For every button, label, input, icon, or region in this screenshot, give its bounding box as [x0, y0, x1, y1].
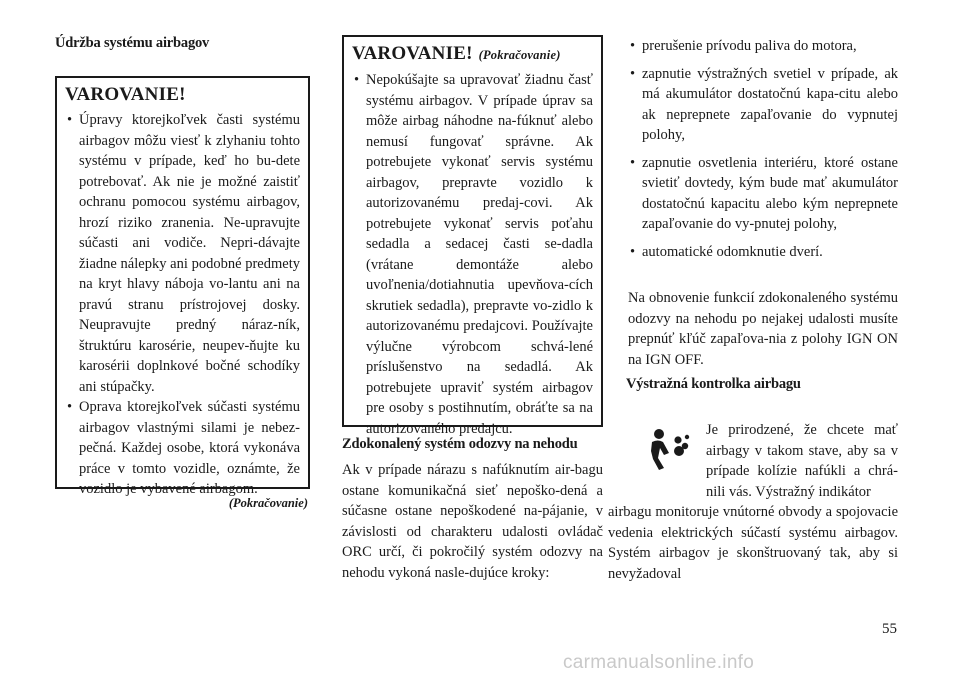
page-number: 55	[882, 621, 897, 637]
body-paragraph-indented: Je prirodzené, že chcete mať airbagy v takom stave, aby sa v prípade kolízie nafúkli a chrá-nili vás. Výstražný indikátor	[706, 422, 898, 500]
warning-box	[55, 76, 310, 497]
list-item: • zapnutie osvetlenia interiéru, ktoré ostane svietiť dovtedy, kým bude mať akumulátor dostatočnú kapacitu alebo kým neprepnete zapaľovanie do vy-pnutej polohy,	[628, 153, 898, 235]
list-item: • zapnutie výstražných svetiel v prípade, ak má akumulátor dostatočnú kapa-citu alebo ak neprepnete zapaľovanie do vypnutej polohy,	[628, 64, 898, 146]
response-steps-list	[628, 36, 898, 269]
list-item: • automatické odomknutie dverí.	[628, 242, 898, 263]
warning-title-continued: (Pokračovanie)	[478, 48, 561, 62]
body-paragraph: Na obnovenie funkcií zdokonaleného systému odozvy na nehodu po nejakej udalosti musíte prepnúť kľúč zapaľova-nia z polohy IGN ON na IGN OFF.	[628, 290, 898, 368]
watermark: carmanualsonline.info	[563, 652, 755, 673]
body-paragraph: airbagu monitoruje vnútorné obvody a spojovacie vedenia elektrických súčastí systému airbagov. Systém airbagov je skonštruovaný tak, aby si nevyžadoval	[608, 504, 898, 582]
warning-list	[352, 70, 593, 439]
continued-note: (Pokračovanie)	[228, 496, 308, 510]
list-item: • prerušenie prívodu paliva do motora,	[628, 36, 898, 57]
section-heading-airbag-warning-light: Výstražná kontrolka airbagu	[626, 376, 801, 392]
section-heading-enhanced-response: Zdokonalený systém odozvy na nehodu	[342, 436, 578, 452]
warning-title-text: VAROVANIE!	[352, 43, 473, 64]
warning-item: • Nepokúšajte sa upravovať žiadnu časť systému airbagov. V prípade úprav sa môže airbag náhodne na-fúknuť alebo nemusí fungovať správne. Ak potrebujete vykonať servis systému airbagov, prepravte vozidlo k autorizovanému predaj-covi. Ak potrebujete vykonať servis poťahu sedadla a sedacej časti se-dadla (vrátane demontáže alebo uvoľnenia/dotiahnutia upevňova-cích skrutiek sedadla), prepravte vo-zidlo k autorizovanému predajcovi. Používajte výlučne výrobcom schvá-lené príslušenstvo na sedadlá. Ak potrebujete upraviť systém airbagov pre osoby s postihnutím, obráťte sa na autorizovaného predajcu.	[352, 70, 593, 439]
warning-list	[65, 110, 300, 500]
warning-box-continued	[342, 35, 603, 437]
body-paragraph: Ak v prípade nárazu s nafúknutím air-bagu ostane komunikačná sieť nepoško-dená a súčasne ostane nepoškodené na-pájanie, v závislosti od charakteru udalosti ovládač ORC určí, či pokročilý systém odozvy na nehodu vykoná nasle-dujúce kroky:	[342, 462, 603, 581]
warning-title: VAROVANIE!	[65, 84, 186, 105]
section-heading-airbag-maintenance: Údržba systému airbagov	[55, 35, 210, 51]
warning-item: • Úpravy ktorejkoľvek časti systému airbagov môžu viesť k zlyhaniu tohto systému v prípade, keď ho bu-dete potrebovať. Ak nie je možné zaistiť ochranu pomocou systému airbagov, hrozí riziko zranenia. Ne-upravujte súčasti ani vodiče. Nepri-dávajte žiadne nálepky ani podobné predmety na kryt hlavy nábоja vo-lantu ani na pravú stranu prístrojovej dosky. Neupravujte predný nárаz-ník, štruktúru karosérie, neupev-ňujte ku karosérii doplnkové bočné schodíky ani stúpačky.	[65, 110, 300, 397]
warning-title	[352, 43, 593, 66]
warning-item: • Oprava ktorejkoľvek súčasti systému airbagov vlastnými silami je nebez-pečná. Každej osobe, ktorá vykonáva práce v tomto vozidle, oznámte, že vozidlo je vybavené airbagom.	[65, 397, 300, 500]
